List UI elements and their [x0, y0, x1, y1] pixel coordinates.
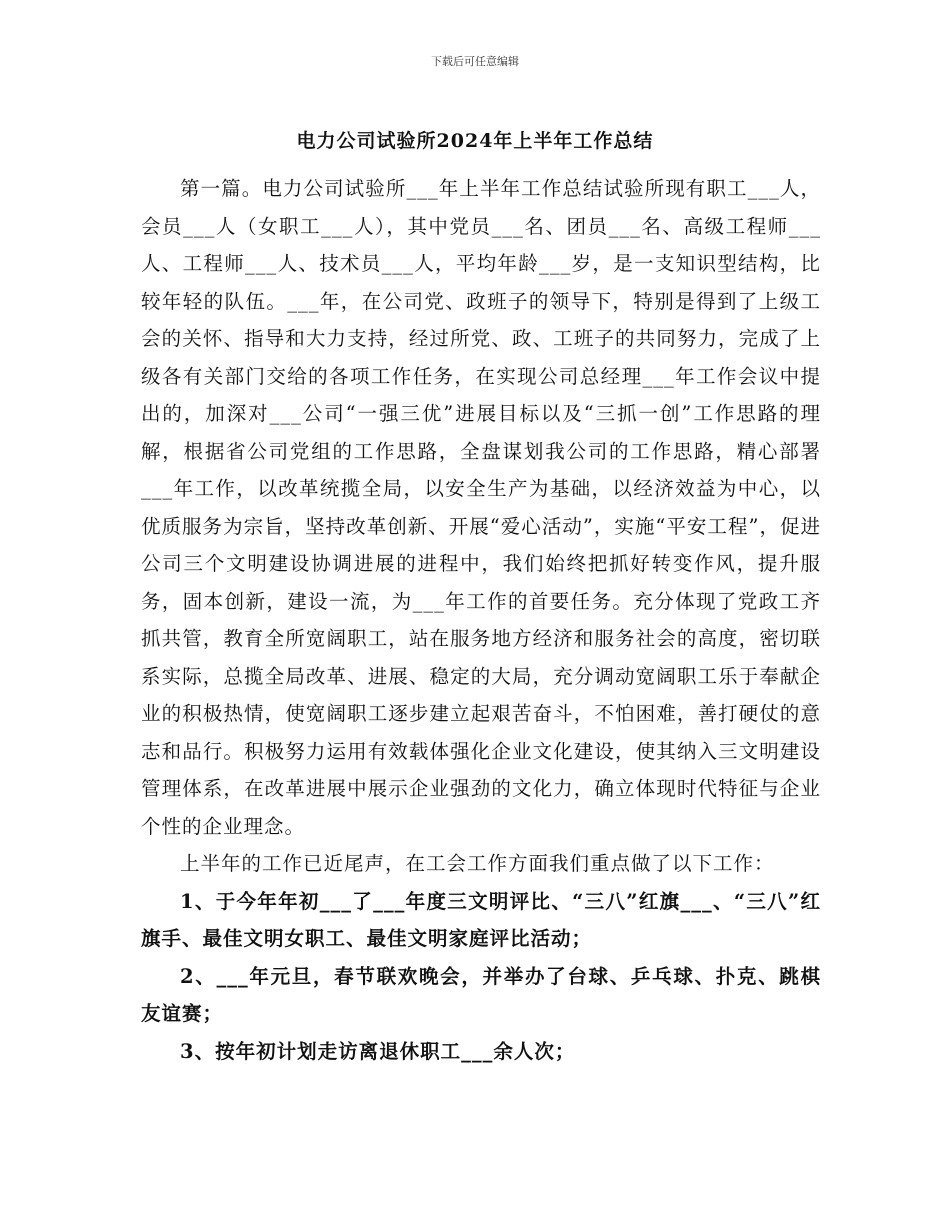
paragraph-summary-lead: 上半年的工作已近尾声，在工会工作方面我们重点做了以下工作： — [180, 852, 775, 875]
list-item-3: 3、按年初计划走访离退休职工___余人次； — [180, 1039, 576, 1063]
page-header-note: 下载后可任意编辑 — [431, 55, 519, 68]
paragraph-intro: 第一篇。电力公司试验所___年上半年工作总结试验所现有职工___人，会员___人（女职工___人），其中党员___名、团员___名、高级工程师___人、工程师___人、技术员___人，平均年龄___岁，是一支知识型结构，比较年轻的队伍。___年，在公司党、政班子的领导下，特别是得到了上级工会的关怀、指导和大力支持，经过所党、政、工班子的共同努力，完成了上级各有关部门交给的各项工作任务，在实现公司总经理___年工作会议中提出的，加深对___公司“一强三优”进展目标以及“三抓一创”工作思路的理解，根据省公司党组的工作思路，全盘谋划我公司的工作思路，精心部署___年工作，以改革统揽全局，以安全生产为基础，以经济效益为中心，以优质服务为宗旨，坚持改革创新、开展“爱心活动”，实施“平安工程”，促进公司三个文明建设协调进展的进程中，我们始终把抓好转变作风，提升服务，固本创新，建设一流，为___年工作的首要任务。充分体现了党政工齐抓共管，教育全所宽阔职工，站在服务地方经济和服务社会的高度，密切联系实际，总揽全局改革、进展、稳定的大局，充分调动宽阔职工乐于奉献企业的积极热情，使宽阔职工逐步建立起艰苦奋斗，不怕困难，善打硬仗的意志和品行。积极努力运用有效载体强化企业文化建设，使其纳入三文明建设管理体系，在改革进展中展示企业强劲的文化力，确立体现时代特征与企业个性的企业理念。 — [141, 177, 821, 838]
document-body — [141, 170, 821, 1070]
list-item-1: 1、于今年年初___了___年度三文明评比、“三八”红旗___、“三八”红旗手、最佳文明女职工、最佳文明家庭评比活动； — [141, 889, 821, 950]
document-title: 电力公司试验所2024年上半年工作总结 — [296, 130, 654, 152]
list-item-2: 2、___年元旦，春节联欢晚会，并举办了台球、乒乓球、扑克、跳棋友谊赛； — [141, 964, 821, 1025]
